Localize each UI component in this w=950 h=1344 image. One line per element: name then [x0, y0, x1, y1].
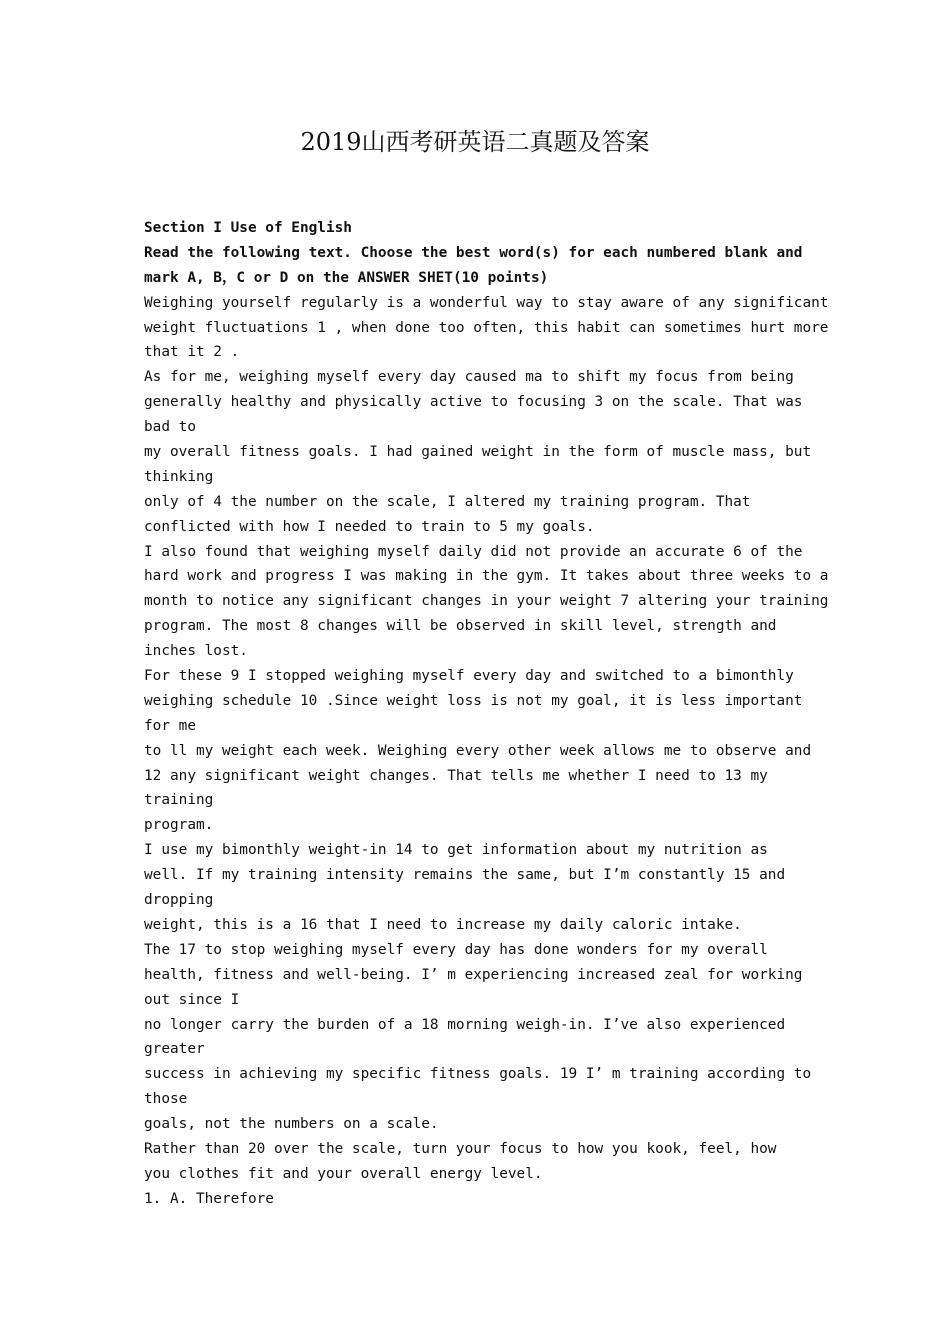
text-line: hard work and progress I was making in the gym. It takes about three weeks to a [144, 568, 829, 585]
text-line: generally healthy and physically active to focusing 3 on the scale. That was [144, 394, 803, 411]
text-line: weighing schedule 10 .Since weight loss is not my goal, it is less important [144, 692, 803, 709]
text-line: those [144, 1091, 188, 1108]
text-line: well. If my training intensity remains the same, but I’m constantly 15 and [144, 867, 786, 884]
text-line: bad to [144, 419, 196, 436]
text-line: The 17 to stop weighing myself every day has done wonders for my overall [144, 941, 768, 958]
text-line: only of 4 the number on the scale, I altered my training program. That [144, 493, 751, 510]
text-line: Weighing yourself regularly is a wonderful way to stay aware of any significant [144, 294, 829, 311]
document-body [144, 216, 829, 1212]
text-line: I use my bimonthly weight-in 14 to get information about my nutrition as [144, 842, 768, 859]
text-line: you clothes fit and your overall energy level. [144, 1165, 543, 1182]
text-line: program. [144, 817, 214, 834]
text-line: thinking [144, 468, 214, 485]
text-line: success in achieving my specific fitness goals. 19 I’ m training according to [144, 1066, 812, 1083]
text-line: Rather than 20 over the scale, turn your focus to how you kook, feel, how [144, 1140, 777, 1157]
text-line: training [144, 792, 214, 809]
text-line: weight fluctuations 1 , when done too often, this habit can sometimes hurt more [144, 319, 829, 336]
text-line: weight, this is a 16 that I need to increase my daily caloric intake. [144, 916, 742, 933]
text-line: I also found that weighing myself daily did not provide an accurate 6 of the [144, 543, 803, 560]
text-line: program. The most 8 changes will be observed in skill level, strength and [144, 618, 777, 635]
answer-option-line: 1. A. Therefore [144, 1190, 274, 1207]
text-line: out since I [144, 991, 240, 1008]
text-line: to ll my weight each week. Weighing every other week allows me to observe and [144, 742, 812, 759]
text-line: conflicted with how I needed to train to 5 my goals. [144, 518, 595, 535]
text-line: inches lost. [144, 643, 248, 660]
text-line: month to notice any significant changes in your weight 7 altering your training [144, 593, 829, 610]
instruction-line: Read the following text. Choose the best word(s) for each numbered blank and [144, 244, 803, 261]
section-heading: Section I Use of English [144, 220, 352, 236]
text-line: goals, not the numbers on a scale. [144, 1116, 439, 1133]
instruction-line: mark A, B，C or D on the ANSWER SHET(10 points) [144, 269, 549, 286]
text-line: for me [144, 717, 196, 734]
text-line: As for me, weighing myself every day caused ma to shift my focus from being [144, 369, 794, 386]
text-line: For these 9 I stopped weighing myself every day and switched to a bimonthly [144, 668, 794, 685]
text-line: no longer carry the burden of a 18 morning weigh-in. I’ve also experienced [144, 1016, 786, 1033]
text-line: greater [144, 1041, 205, 1058]
text-line: my overall fitness goals. I had gained weight in the form of muscle mass, but [144, 444, 812, 461]
text-line: 12 any significant weight changes. That tells me whether I need to 13 my [144, 767, 768, 784]
document-title: 2019山西考研英语二真题及答案 [300, 128, 650, 156]
text-line: dropping [144, 892, 214, 909]
text-line: that it 2 . [144, 344, 240, 361]
text-line: health, fitness and well-being. I’ m experiencing increased zeal for working [144, 966, 803, 983]
